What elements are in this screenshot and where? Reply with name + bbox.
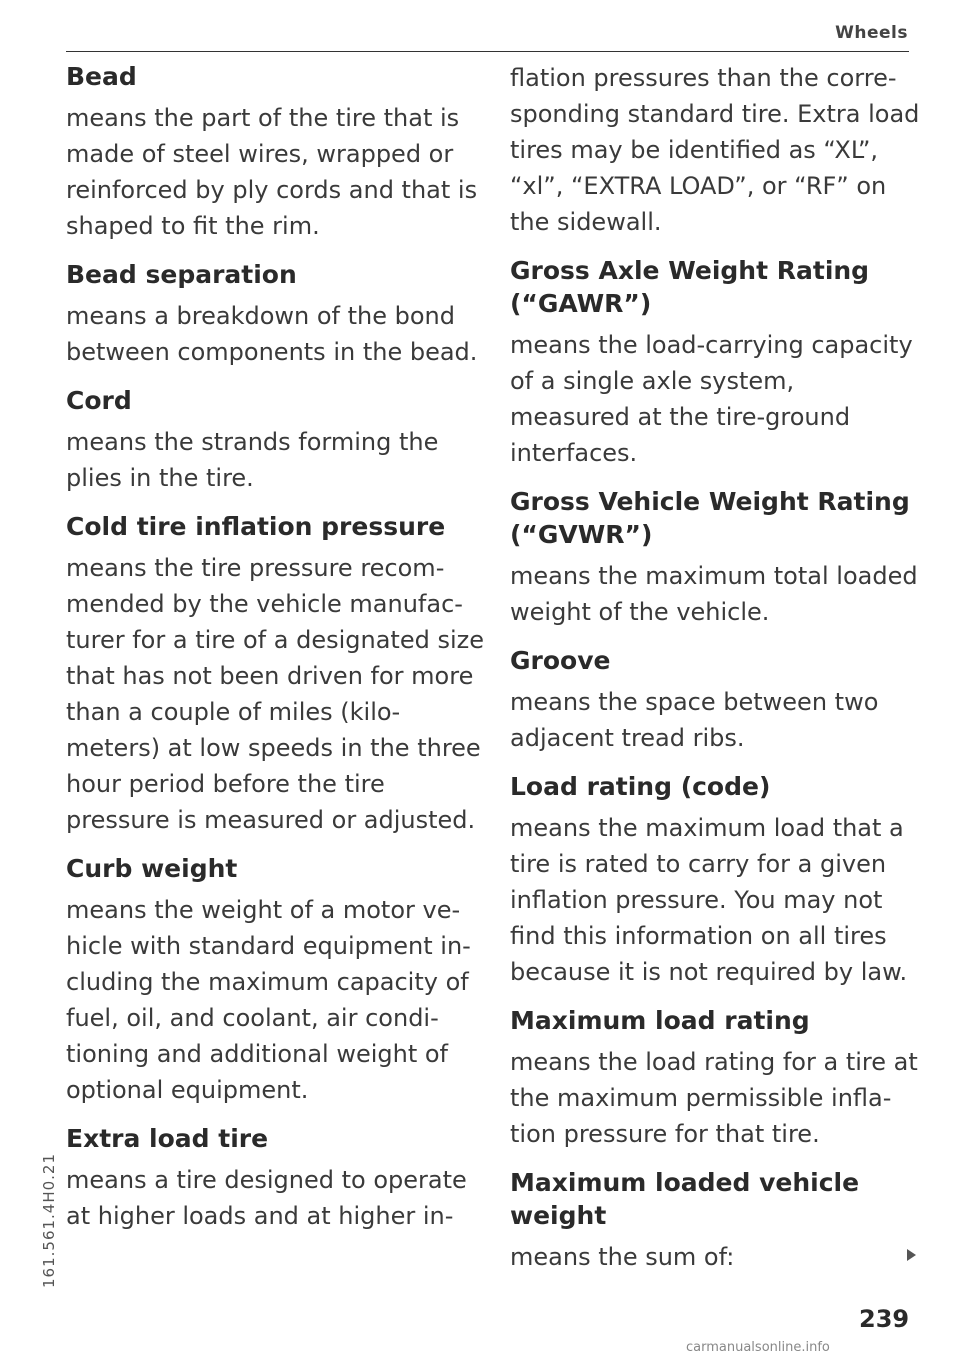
glossary-entry-cold-tire-inflation-pressure	[66, 510, 484, 838]
document-code: 161.561.4H0.21	[40, 1152, 58, 1288]
glossary-term: Cold tire inflation pressure	[66, 512, 446, 541]
glossary-definition: means the tire pressure recommended by the vehicle manufacturer for a tire of a designated size that has not been driven for more than a couple of miles (kilometers) at low speeds in the three hour period before the tire pressure is measured or adjusted.	[66, 554, 484, 834]
glossary-definition: means the part of the tire that is made of steel wires, wrapped or reinforced by ply cords and that is shaped to fit the rim.	[66, 104, 478, 240]
glossary-term: Curb weight	[66, 854, 238, 883]
glossary-entry-cord	[66, 384, 484, 496]
section-title: Wheels	[835, 23, 908, 43]
glossary-entry-maximum-loaded-vehicle-weight	[510, 1166, 920, 1275]
page-number: 239	[859, 1305, 910, 1333]
glossary-definition: means the sum of:	[510, 1243, 735, 1271]
glossary-entry-bead	[66, 60, 484, 244]
glossary-term: Bead	[66, 62, 137, 91]
glossary-definition: means the weight of a motor vehicle with standard equipment including the maximum capacity of fuel, oil, and coolant, air conditioning and additional weight of optional equipment.	[66, 896, 471, 1104]
glossary-definition: means the load rating for a tire at the maximum permissible inflation pressure for that tire.	[510, 1048, 918, 1148]
left-column	[66, 60, 484, 1248]
glossary-entry-extra-load-tire	[66, 1122, 484, 1234]
glossary-term: Gross Vehicle Weight Rating (“GVWR”)	[510, 487, 910, 549]
continue-arrow-icon	[907, 1249, 916, 1261]
glossary-entry-bead-separation	[66, 258, 484, 370]
header-rule	[66, 51, 909, 52]
glossary-entry-gawr	[510, 254, 920, 471]
right-column	[510, 60, 920, 1289]
glossary-entry-load-rating	[510, 770, 920, 990]
continued-definition: flation pressures than the corresponding standard tire. Extra load tires may be identified as “XL”, “xl”, “EXTRA LOAD”, or “RF” on the sidewall.	[510, 64, 920, 236]
glossary-entry-maximum-load-rating	[510, 1004, 920, 1152]
glossary-term: Cord	[66, 386, 132, 415]
glossary-definition: means the maximum total loaded weight of the vehicle.	[510, 562, 918, 626]
glossary-entry-curb-weight	[66, 852, 484, 1108]
glossary-term: Gross Axle Weight Rating (“GAWR”)	[510, 256, 870, 318]
glossary-definition: means a breakdown of the bond between components in the bead.	[66, 302, 478, 366]
glossary-term: Extra load tire	[66, 1124, 269, 1153]
watermark: carmanualsonline.info	[686, 1340, 830, 1355]
glossary-definition: means a tire designed to operate at higher loads and at higher in-	[66, 1166, 467, 1230]
glossary-definition: means the space between two adjacent tread ribs.	[510, 688, 879, 752]
glossary-definition: means the load-carrying capacity of a single axle system, measured at the tire-ground interfaces.	[510, 331, 913, 467]
glossary-entry-groove	[510, 644, 920, 756]
glossary-term: Maximum load rating	[510, 1006, 810, 1035]
glossary-term: Load rating (code)	[510, 772, 771, 801]
glossary-entry-gvwr	[510, 485, 920, 630]
glossary-term: Maximum loaded vehicle weight	[510, 1168, 860, 1230]
glossary-definition: means the strands forming the plies in the tire.	[66, 428, 439, 492]
glossary-term: Bead separation	[66, 260, 297, 289]
glossary-term: Groove	[510, 646, 611, 675]
glossary-definition: means the maximum load that a tire is rated to carry for a given inflation pressure. You may not find this information on all tires because it is not required by law.	[510, 814, 908, 986]
